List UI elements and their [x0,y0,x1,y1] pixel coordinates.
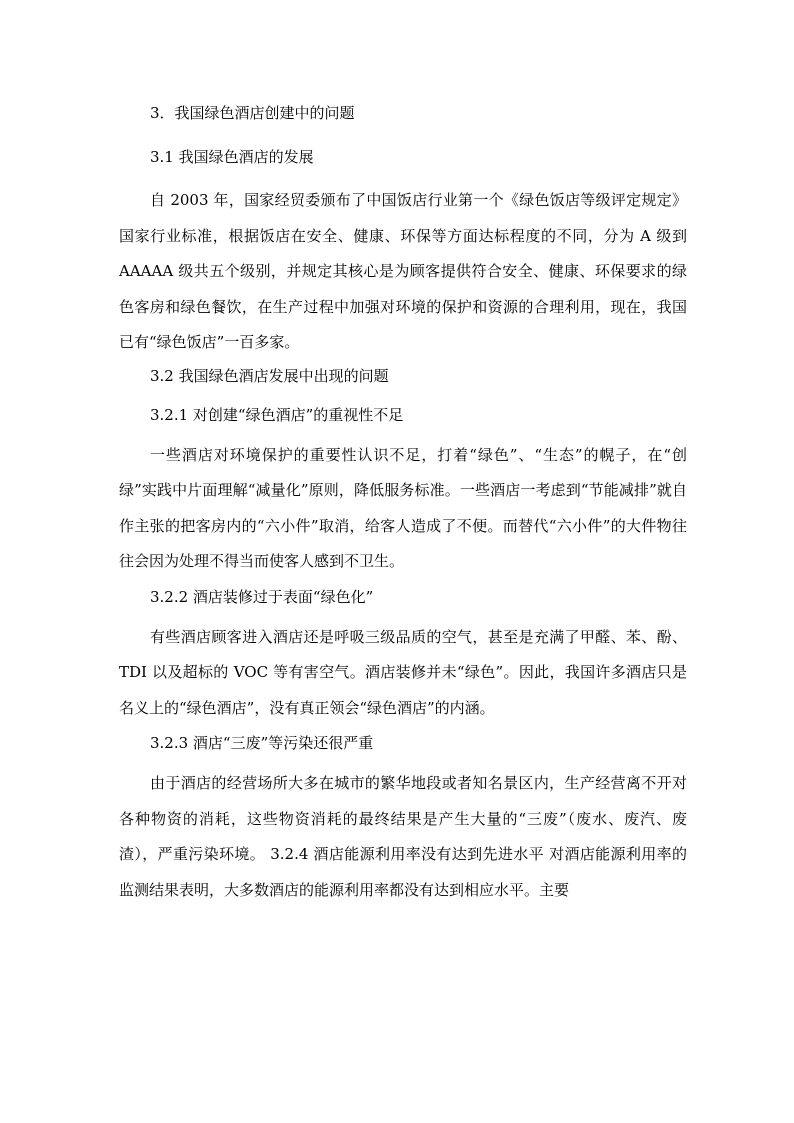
section-heading-3-1: 3.1 我国绿色酒店的发展 [150,148,314,166]
document-body [119,104,687,916]
section-heading-3-2: 3.2 我国绿色酒店发展中出现的问题 [150,366,389,385]
section-heading-3-2-3: 3.2.3 酒店“三废”等污染还很严重 [150,734,374,752]
section-heading-3-2-1: 3.2.1 对创建“绿色酒店”的重视性不足 [150,405,404,424]
paragraph-3-2-1: 一些酒店对环境保护的重要性认识不足，打着“绿色”、“生态”的幌子，在“创绿”实践中片面理解“减量化”原则，降低服务标准。一些酒店一考虑到“节能减排”就自作主张的把客房内的“六小件”取消，给客人造成了不便。而替代“六小件”的大件物往往会因为处理不得当而使客人感到不卫生。 [119,445,687,570]
paragraph-3-2-2: 有些酒店顾客进入酒店还是呼吸三级品质的空气，甚至是充满了甲醛、苯、酚、TDI 以及超标的 VOC 等有害空气。酒店装修并未“绿色”。因此，我国许多酒店只是名义上的“绿色酒店”，没有真正领会“绿色酒店”的内涵。 [119,627,687,717]
paragraph-3-1: 自 2003 年，国家经贸委颁布了中国饭店行业第一个《绿色饭店等级评定规定》国家行业标准，根据饭店在安全、健康、环保等方面达标程度的不同，分为 A 级到 AAAAA 级共五个级别，并规定其核心是为顾客提供符合安全、健康、环保要求的绿色客房和绿色餐饮，在生产过程中加强对环境的保护和资源的合理利用，现在，我国已有“绿色饭店”一百多家。 [119,191,687,351]
section-heading-3: 3．我国绿色酒店创建中的问题 [150,104,355,122]
section-heading-3-2-2: 3.2.2 酒店装修过于表面“绿色化” [150,587,374,606]
paragraph-3-2-3: 由于酒店的经营场所大多在城市的繁华地段或者知名景区内，生产经营离不开对各种物资的消耗，这些物资消耗的最终结果是产生大量的“三废”（废水、废汽、废渣），严重污染环境。 3.2.4 酒店能源利用率没有达到先进水平 对酒店能源利用率的监测结果表明，大多数酒店的能源利用率都没有达到相应水平。主要 [119,774,687,899]
